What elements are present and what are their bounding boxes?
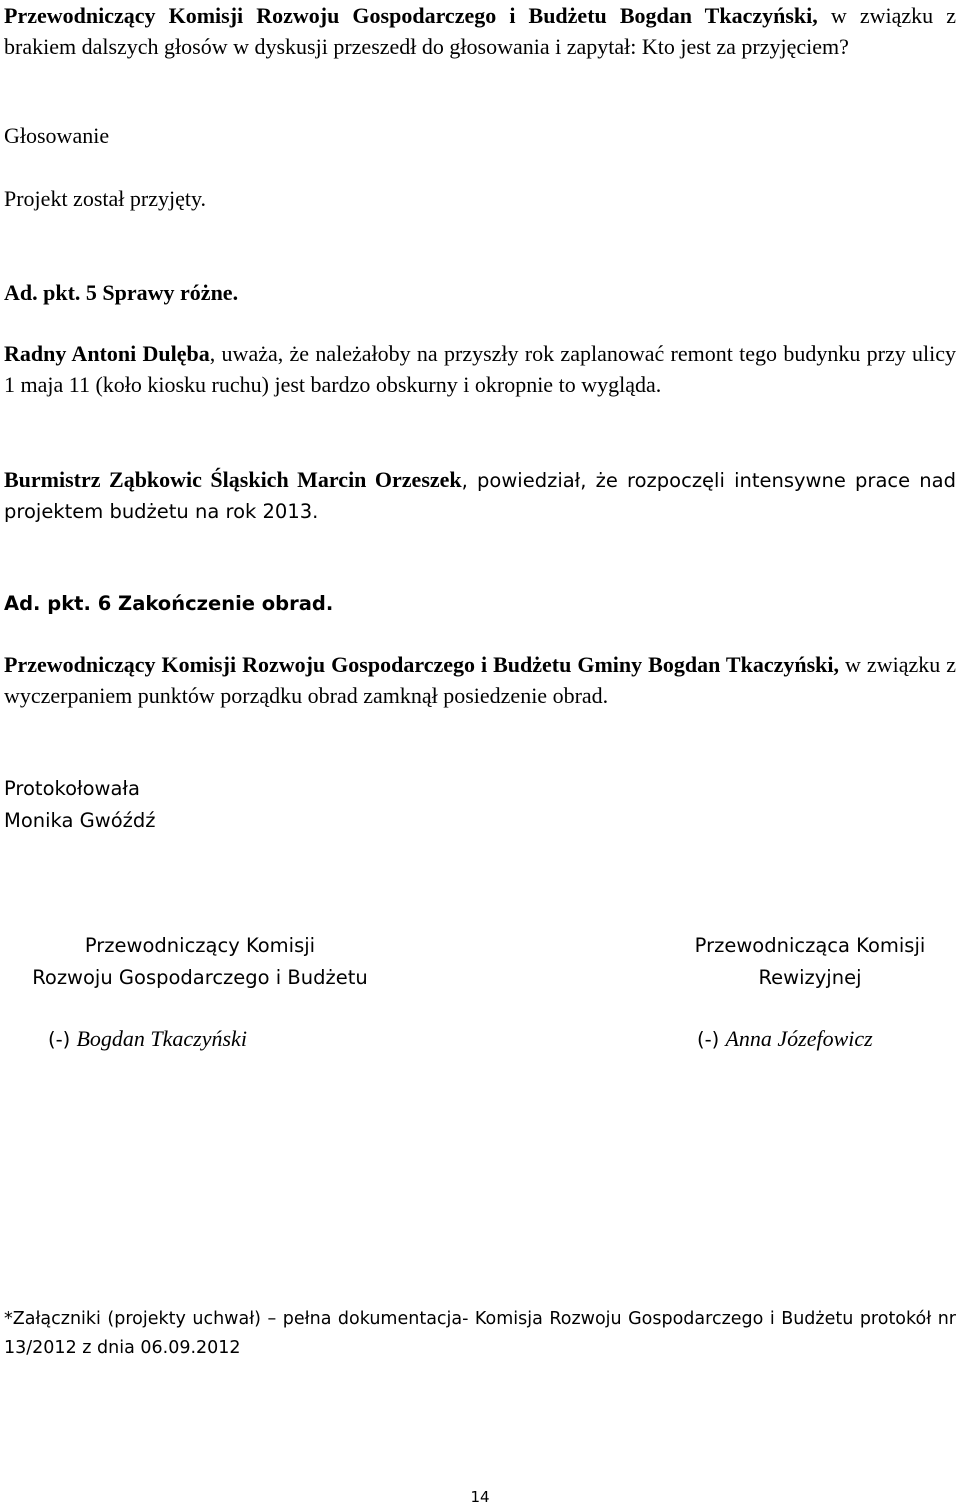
signature-left-title: [4, 930, 396, 994]
speaker-mayor: Burmistrz Ząbkowic Śląskich Marcin Orzeszek: [4, 467, 462, 492]
signature-right-title-line1: Przewodnicząca Komisji: [694, 934, 926, 957]
paragraph-mayor-text: , powiedział, że rozpoczęli intensywne prace nad projektem budżetu na rok 2013.: [4, 469, 956, 523]
paragraph-mayor: [4, 464, 956, 527]
voting-label: Głosowanie: [4, 123, 110, 148]
signature-left-name: Bogdan Tkaczyński: [76, 1026, 247, 1051]
signature-right-title-line2: Rewizyjnej: [758, 966, 862, 989]
minutes-name: Monika Gwóźdź: [4, 809, 156, 832]
page-number: 14: [470, 1488, 490, 1506]
paragraph-closing-text: w związku z wyczerpaniem punktów porządku obrad zamknął posiedzenie obrad.: [4, 652, 956, 708]
attachments-footnote: *Załączniki (projekty uchwał) – pełna dokumentacja- Komisja Rozwoju Gospodarczego i Budżetu protokół nr 13/2012 z dnia 06.09.2012: [4, 1309, 956, 1358]
paragraph-councillor-text: , uważa, że należałoby na przyszły rok zaplanować remont tego budynku przy ulicy 1 maja 11 (koło kiosku ruchu) jest bardzo obskurny i okropnie to wygląda.: [4, 341, 956, 397]
signature-right: [697, 1024, 873, 1055]
signature-right-title: [660, 930, 960, 994]
signature-right-name: Anna Józefowicz: [725, 1026, 873, 1051]
paragraph-councillor: [4, 338, 956, 400]
speaker-councillor: Radny Antoni Dulęba: [4, 341, 210, 366]
paragraph-closing: [4, 649, 956, 711]
paragraph-vote-call: [4, 0, 956, 62]
section-heading-item-5: Ad. pkt. 5 Sprawy różne.: [4, 280, 239, 305]
speaker-chair-closing: Przewodniczący Komisji Rozwoju Gospodarczego i Budżetu Gminy Bogdan Tkaczyński,: [4, 652, 840, 677]
speaker-chair: Przewodniczący Komisji Rozwoju Gospodarczego i Budżetu Bogdan Tkaczyński,: [4, 3, 818, 28]
section-heading-item-6: Ad. pkt. 6 Zakończenie obrad.: [4, 592, 334, 615]
signature-right-prefix: (-): [697, 1028, 720, 1051]
signature-left: [48, 1024, 247, 1055]
signature-left-title-line2: Rozwoju Gospodarczego i Budżetu: [32, 966, 368, 989]
paragraph-vote-call-text: w związku z brakiem dalszych głosów w dyskusji przeszedł do głosowania i zapytał: Kto jest za przyjęciem?: [4, 3, 956, 59]
voting-result: Projekt został przyjęty.: [4, 186, 207, 211]
minutes-taker: [4, 773, 956, 837]
signature-left-prefix: (-): [48, 1028, 71, 1051]
minutes-label: Protokołowała: [4, 777, 140, 800]
signature-left-title-line1: Przewodniczący Komisji: [84, 934, 316, 957]
